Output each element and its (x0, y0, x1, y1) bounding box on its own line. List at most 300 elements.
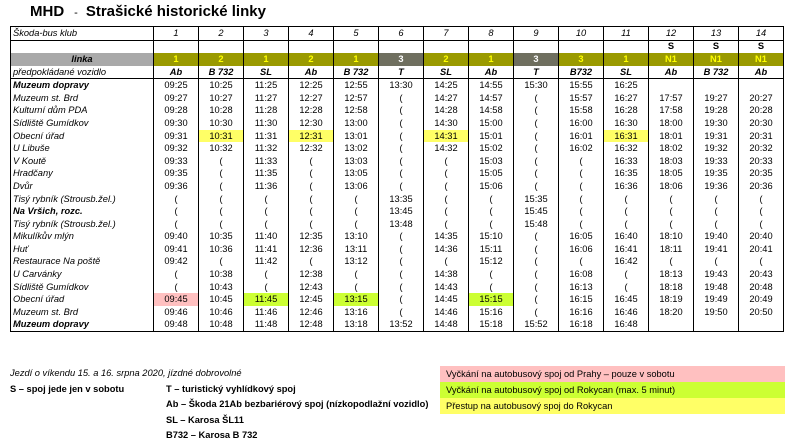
departure-time: ( (694, 256, 739, 269)
departure-time: 13:10 (334, 231, 379, 244)
stop-name: Huť (11, 243, 154, 256)
departure-time: 13:30 (379, 79, 424, 92)
departure-time: 13:12 (334, 256, 379, 269)
departure-time: 15:01 (469, 130, 514, 143)
line-number: 2 (289, 53, 334, 66)
saturday-mark (559, 40, 604, 53)
departure-time: 09:41 (154, 243, 199, 256)
departure-time: ( (379, 142, 424, 155)
departure-time: 15:15 (469, 293, 514, 306)
stop-row (11, 256, 784, 269)
departure-time: 15:55 (559, 79, 604, 92)
departure-time: ( (424, 168, 469, 181)
line-number: 1 (334, 53, 379, 66)
departure-time: 19:41 (694, 243, 739, 256)
departure-time: 15:00 (469, 117, 514, 130)
departure-time: 17:57 (649, 92, 694, 105)
departure-time: ( (379, 168, 424, 181)
departure-time: ( (424, 205, 469, 218)
trip-number: 8 (469, 27, 514, 41)
stop-row (11, 79, 784, 92)
departure-time: ( (559, 168, 604, 181)
departure-time: 13:52 (379, 319, 424, 332)
vehicle-type: B 732 (334, 66, 379, 79)
departure-time: 13:06 (334, 180, 379, 193)
departure-time: ( (379, 306, 424, 319)
departure-time: ( (514, 256, 559, 269)
trip-number: 10 (559, 27, 604, 41)
departure-time: 15:11 (469, 243, 514, 256)
departure-time: 20:41 (739, 243, 784, 256)
departure-time: 16:41 (604, 243, 649, 256)
departure-time: 18:05 (649, 168, 694, 181)
departure-time: 10:25 (199, 79, 244, 92)
departure-time: 15:18 (469, 319, 514, 332)
departure-time: 10:36 (199, 243, 244, 256)
departure-time: 20:27 (739, 92, 784, 105)
stop-row (11, 319, 784, 332)
saturday-mark (244, 40, 289, 53)
color-legend (440, 366, 785, 414)
stop-row (11, 168, 784, 181)
departure-time: 14:45 (424, 293, 469, 306)
departure-time: 20:33 (739, 155, 784, 168)
departure-time: 15:03 (469, 155, 514, 168)
departure-time: 11:48 (244, 319, 289, 332)
departure-time: 14:55 (469, 79, 514, 92)
departure-time: ( (514, 243, 559, 256)
stop-name: Muzeum dopravy (11, 79, 154, 92)
saturday-mark (424, 40, 469, 53)
trip-number: 1 (154, 27, 199, 41)
departure-time: 18:20 (649, 306, 694, 319)
vehicle-type: T (514, 66, 559, 79)
departure-time: ( (739, 193, 784, 206)
vehicle-type: Ab (469, 66, 514, 79)
departure-time: 20:40 (739, 231, 784, 244)
departure-time: ( (289, 205, 334, 218)
stop-row (11, 306, 784, 319)
departure-time: 10:46 (199, 306, 244, 319)
saturday-mark (289, 40, 334, 53)
departure-time: 15:52 (514, 319, 559, 332)
departure-time: ( (514, 281, 559, 294)
departure-time: 10:45 (199, 293, 244, 306)
departure-time: 12:57 (334, 92, 379, 105)
departure-time: 16:40 (604, 231, 649, 244)
departure-time (739, 319, 784, 332)
departure-time (694, 79, 739, 92)
departure-time: ( (604, 281, 649, 294)
stop-name: Sídliště Gumídkov (11, 281, 154, 294)
note-vehicle-t: T – turistický vyhlídkový spoj (166, 383, 296, 394)
departure-time: 13:45 (379, 205, 424, 218)
note-dates: Jezdí o víkendu 15. a 16. srpna 2020, jízdné dobrovolné (10, 368, 242, 378)
departure-time: 10:35 (199, 231, 244, 244)
departure-time: 14:25 (424, 79, 469, 92)
departure-time: ( (379, 155, 424, 168)
departure-time: 15:12 (469, 256, 514, 269)
departure-time: 10:48 (199, 319, 244, 332)
line-number: 1 (469, 53, 514, 66)
saturday-mark (199, 40, 244, 53)
departure-time (739, 79, 784, 92)
stop-row (11, 231, 784, 244)
trip-number: 13 (694, 27, 739, 41)
departure-time (649, 319, 694, 332)
departure-time: 09:48 (154, 319, 199, 332)
trip-number: 3 (244, 27, 289, 41)
departure-time: 20:43 (739, 268, 784, 281)
trip-number: 12 (649, 27, 694, 41)
departure-time: ( (469, 268, 514, 281)
trip-number: 4 (289, 27, 334, 41)
departure-time: 13:02 (334, 142, 379, 155)
departure-time: 20:48 (739, 281, 784, 294)
departure-time: ( (514, 130, 559, 143)
saturday-mark (379, 40, 424, 53)
trip-number: 5 (334, 27, 379, 41)
departure-time: 13:05 (334, 168, 379, 181)
departure-time: 12:43 (289, 281, 334, 294)
stop-name: Muzeum st. Brd (11, 306, 154, 319)
note-vehicle-sl: SL – Karosa ŠL11 (166, 414, 244, 425)
stop-name: Sídliště Gumídkov (11, 117, 154, 130)
departure-time: 10:27 (199, 92, 244, 105)
departure-time: ( (199, 193, 244, 206)
departure-time: 14:27 (424, 92, 469, 105)
departure-time: ( (424, 193, 469, 206)
departure-time: 16:18 (559, 319, 604, 332)
departure-time: ( (514, 293, 559, 306)
departure-time: 12:27 (289, 92, 334, 105)
departure-time: 18:03 (649, 155, 694, 168)
departure-time: 14:46 (424, 306, 469, 319)
departure-time: 11:36 (244, 180, 289, 193)
departure-time: ( (199, 180, 244, 193)
vehicle-type: Ab (289, 66, 334, 79)
departure-time: ( (154, 218, 199, 231)
departure-time: ( (649, 193, 694, 206)
departure-time: 09:31 (154, 130, 199, 143)
departure-time: 09:35 (154, 168, 199, 181)
departure-time: ( (559, 180, 604, 193)
departure-time: 18:10 (649, 231, 694, 244)
departure-time: 15:05 (469, 168, 514, 181)
note-vehicle-ab: Ab – Škoda 21Ab bezbariérový spoj (nízkopodlažní vozidlo) (166, 399, 429, 409)
departure-time: ( (559, 205, 604, 218)
departure-time: 15:30 (514, 79, 559, 92)
departure-time: ( (379, 130, 424, 143)
departure-time: 09:32 (154, 142, 199, 155)
departure-time: 11:25 (244, 79, 289, 92)
trip-number: 2 (199, 27, 244, 41)
departure-time: ( (469, 193, 514, 206)
departure-time: 15:02 (469, 142, 514, 155)
departure-time: 09:45 (154, 293, 199, 306)
departure-time: 09:30 (154, 117, 199, 130)
departure-time: ( (334, 193, 379, 206)
departure-time: 13:15 (334, 293, 379, 306)
stop-row (11, 92, 784, 105)
departure-time: 11:46 (244, 306, 289, 319)
departure-time: 16:48 (604, 319, 649, 332)
stop-row (11, 205, 784, 218)
departure-time: 16:28 (604, 105, 649, 118)
departure-time: ( (739, 218, 784, 231)
departure-time: 16:25 (604, 79, 649, 92)
departure-time: ( (244, 193, 289, 206)
departure-time: ( (289, 193, 334, 206)
departure-time: 19:31 (694, 130, 739, 143)
departure-time: ( (604, 218, 649, 231)
departure-time: ( (334, 281, 379, 294)
departure-time: 11:30 (244, 117, 289, 130)
stop-name: Obecní úřad (11, 130, 154, 143)
departure-time: 20:36 (739, 180, 784, 193)
legend-green: Vyčkání na autobusový spoj od Rokycan (max. 5 minut) (440, 382, 785, 398)
stop-name: Obecní úřad (11, 293, 154, 306)
departure-time: 12:31 (289, 130, 334, 143)
departure-time: 19:32 (694, 142, 739, 155)
departure-time: ( (199, 218, 244, 231)
departure-time: 19:35 (694, 168, 739, 181)
departure-time: 15:35 (514, 193, 559, 206)
stop-name: Restaurace Na poště (11, 256, 154, 269)
departure-time: ( (649, 205, 694, 218)
stop-name: U Libuše (11, 142, 154, 155)
departure-time: 16:00 (559, 117, 604, 130)
departure-time: 12:48 (289, 319, 334, 332)
departure-time: 19:27 (694, 92, 739, 105)
departure-time: 11:31 (244, 130, 289, 143)
departure-time: ( (379, 180, 424, 193)
departure-time: 20:30 (739, 117, 784, 130)
departure-time: 16:15 (559, 293, 604, 306)
legend-pink: Vyčkání na autobusový spoj od Prahy – pouze v sobotu (440, 366, 785, 382)
departure-time: 16:16 (559, 306, 604, 319)
departure-time: ( (559, 218, 604, 231)
departure-time: ( (559, 256, 604, 269)
departure-time: 14:57 (469, 92, 514, 105)
departure-time: 09:27 (154, 92, 199, 105)
departure-time: 19:33 (694, 155, 739, 168)
departure-time: 14:35 (424, 231, 469, 244)
departure-time: 13:11 (334, 243, 379, 256)
departure-time: ( (514, 168, 559, 181)
departure-time: ( (514, 231, 559, 244)
departure-time (649, 79, 694, 92)
departure-time: 19:28 (694, 105, 739, 118)
departure-time: 13:48 (379, 218, 424, 231)
departure-time: 12:45 (289, 293, 334, 306)
vehicle-type: B 732 (199, 66, 244, 79)
departure-time: 19:43 (694, 268, 739, 281)
departure-time: ( (154, 205, 199, 218)
departure-time: 20:32 (739, 142, 784, 155)
departure-time: ( (379, 92, 424, 105)
departure-time: 18:18 (649, 281, 694, 294)
departure-time: ( (244, 268, 289, 281)
departure-time: 20:35 (739, 168, 784, 181)
stop-name: Tisý rybník (Strousb.žel.) (11, 193, 154, 206)
departure-time: 14:30 (424, 117, 469, 130)
departure-time: ( (199, 168, 244, 181)
departure-time: ( (379, 281, 424, 294)
legend-yellow: Přestup na autobusový spoj do Rokycan (440, 398, 785, 414)
departure-time: 10:28 (199, 105, 244, 118)
departure-time: ( (154, 281, 199, 294)
departure-time: ( (469, 281, 514, 294)
stop-row (11, 218, 784, 231)
stop-name: Mikulíkův mlýn (11, 231, 154, 244)
departure-time: ( (379, 243, 424, 256)
departure-time: 11:42 (244, 256, 289, 269)
vehicle-type: Ab (154, 66, 199, 79)
stop-row (11, 117, 784, 130)
departure-time: 16:46 (604, 306, 649, 319)
stop-row (11, 155, 784, 168)
departure-time: 20:50 (739, 306, 784, 319)
departure-time: 20:31 (739, 130, 784, 143)
saturday-mark (334, 40, 379, 53)
departure-time: 10:31 (199, 130, 244, 143)
stop-row (11, 293, 784, 306)
departure-time: 09:33 (154, 155, 199, 168)
vehicle-type: SL (424, 66, 469, 79)
departure-time: 11:32 (244, 142, 289, 155)
departure-time: ( (424, 155, 469, 168)
departure-time: 16:08 (559, 268, 604, 281)
departure-time: 15:10 (469, 231, 514, 244)
departure-time: 16:31 (604, 130, 649, 143)
departure-time: 12:35 (289, 231, 334, 244)
title-mhd: MHD (30, 3, 65, 20)
departure-time: ( (514, 105, 559, 118)
departure-time: ( (559, 155, 604, 168)
departure-time: ( (334, 205, 379, 218)
departure-time: 13:35 (379, 193, 424, 206)
departure-time: 20:28 (739, 105, 784, 118)
departure-time: 15:48 (514, 218, 559, 231)
departure-time: 12:46 (289, 306, 334, 319)
departure-time: 20:49 (739, 293, 784, 306)
departure-time: ( (514, 117, 559, 130)
departure-time (694, 319, 739, 332)
line-row (11, 53, 784, 66)
departure-time: ( (379, 256, 424, 269)
line-number: 2 (424, 53, 469, 66)
stop-name: Muzeum dopravy (11, 319, 154, 332)
departure-time: ( (514, 268, 559, 281)
departure-time: 15:57 (559, 92, 604, 105)
saturday-mark: S (649, 40, 694, 53)
departure-time: 11:27 (244, 92, 289, 105)
line-number: N1 (739, 53, 784, 66)
departure-time: ( (379, 117, 424, 130)
stop-row (11, 105, 784, 118)
departure-time: ( (424, 218, 469, 231)
stop-name: Na Vršich, rozc. (11, 205, 154, 218)
saturday-mark (514, 40, 559, 53)
departure-time: ( (379, 293, 424, 306)
departure-time: ( (289, 180, 334, 193)
departure-time: ( (559, 193, 604, 206)
departure-time: ( (289, 256, 334, 269)
departure-time: 18:00 (649, 117, 694, 130)
saturday-mark: S (694, 40, 739, 53)
departure-time: 11:45 (244, 293, 289, 306)
line-number: 3 (559, 53, 604, 66)
departure-time: 10:30 (199, 117, 244, 130)
departure-time: ( (694, 218, 739, 231)
departure-time: 15:16 (469, 306, 514, 319)
departure-time: 09:40 (154, 231, 199, 244)
trip-number: 6 (379, 27, 424, 41)
departure-time: ( (604, 268, 649, 281)
line-number: N1 (649, 53, 694, 66)
departure-time: ( (469, 218, 514, 231)
departure-time: 14:32 (424, 142, 469, 155)
departure-time: ( (334, 218, 379, 231)
departure-time: ( (244, 218, 289, 231)
departure-time: 11:35 (244, 168, 289, 181)
stop-name: U Carvánky (11, 268, 154, 281)
departure-time: 11:33 (244, 155, 289, 168)
vehicle-type: SL (244, 66, 289, 79)
stop-name: Kulturní dům PDA (11, 105, 154, 118)
departure-time: 15:45 (514, 205, 559, 218)
departure-time: 12:25 (289, 79, 334, 92)
notes (10, 366, 450, 444)
departure-time: ( (199, 256, 244, 269)
departure-time: 13:01 (334, 130, 379, 143)
departure-time: 14:38 (424, 268, 469, 281)
saturday-row-label (11, 40, 154, 53)
departure-time: ( (199, 155, 244, 168)
departure-time: 09:36 (154, 180, 199, 193)
stop-name: Hradčany (11, 168, 154, 181)
trip-number: 14 (739, 27, 784, 41)
vehicle-type: B732 (559, 66, 604, 79)
departure-time: ( (514, 155, 559, 168)
departure-time: ( (379, 105, 424, 118)
departure-time: 11:41 (244, 243, 289, 256)
departure-time: 09:28 (154, 105, 199, 118)
line-number: 3 (514, 53, 559, 66)
trip-number: 11 (604, 27, 649, 41)
departure-time: ( (514, 180, 559, 193)
departure-time: 18:19 (649, 293, 694, 306)
departure-time: ( (289, 168, 334, 181)
departure-time: 14:48 (424, 319, 469, 332)
saturday-mark (469, 40, 514, 53)
line-number: 3 (379, 53, 424, 66)
departure-time: 16:01 (559, 130, 604, 143)
departure-time: 14:58 (469, 105, 514, 118)
departure-time: ( (244, 281, 289, 294)
departure-time: ( (514, 306, 559, 319)
departure-time: 18:01 (649, 130, 694, 143)
departure-time: 09:25 (154, 79, 199, 92)
departure-time: ( (154, 193, 199, 206)
vehicle-type: Ab (649, 66, 694, 79)
stop-row (11, 180, 784, 193)
departure-time: ( (739, 205, 784, 218)
stop-row (11, 281, 784, 294)
saturday-mark (154, 40, 199, 53)
stop-name: Tisý rybník (Strousb.žel.) (11, 218, 154, 231)
